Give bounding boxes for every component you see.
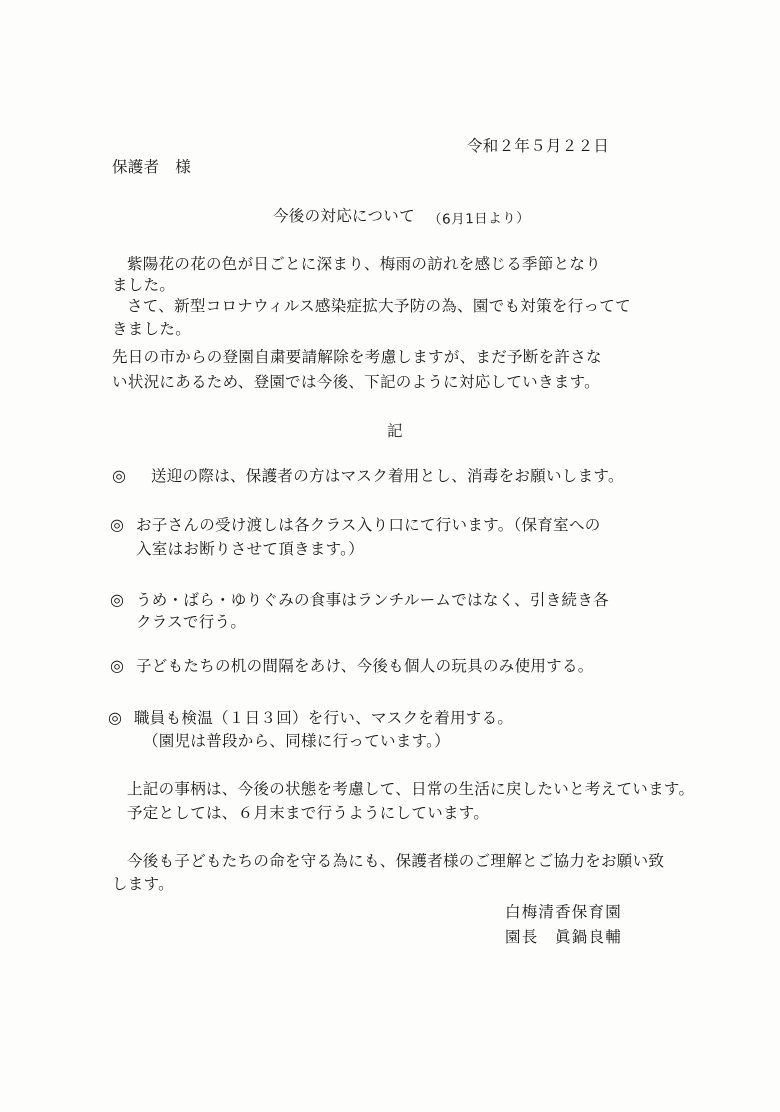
item-text: 職員も検温（１日３回）を行い、マスクを着用する。 [134,709,514,727]
closing-line: 上記の事柄は、今後の状態を考慮して、日常の生活に戻したいと考えています。 [127,780,695,798]
bullet-mark: ◎ [110,590,125,609]
bullet-mark: ◎ [110,515,125,534]
closing-line: 予定としては、６月末まで行うようにしています。 [127,804,490,822]
recipient-line: 保護者 様 [112,158,192,176]
item-text: 送迎の際は、保護者の方はマスク着用とし、消毒をお願いします。 [151,467,624,485]
intro-line: ました。 [112,276,176,294]
item-text: クラスで行う。 [136,613,247,631]
bullet-mark: ◎ [108,708,123,727]
closing-line: します。 [112,875,174,893]
ki-heading: 記 [387,422,403,440]
intro-line: 先日の市からの登園自粛要請解除を考慮しますが、まだ予断を許さな [112,348,602,366]
document-date: 令和２年５月２２日 [467,137,610,155]
signature-person: 園長 眞鍋良輔 [505,928,622,946]
item-text: うめ・ばら・ゆりぐみの食事はランチルームではなく、引き続き各 [136,591,609,609]
item-text: 子どもたちの机の間隔をあけ、今後も個人の玩具のみ使用する。 [136,657,594,675]
intro-line: 紫陽花の花の色が日ごとに深まり、梅雨の訪れを感じる季節となり [127,255,602,273]
intro-line: い状況にあるため、登園では今後、下記のように対応していきます。 [112,373,600,391]
intro-line: きました。 [112,320,192,338]
item-text: 入室はお断りさせて頂きます。） [136,540,365,558]
signature-organization: 白梅清香保育園 [505,903,622,921]
intro-line: さて、新型コロナウィルス感染症拡大予防の為、園でも対策を行ってて [127,297,631,315]
item-text: （園児は普段から、同様に行っています。） [143,732,451,750]
handwritten-date-note: （6月1日より） [427,210,531,228]
bullet-mark: ◎ [112,466,127,485]
document-title: 今後の対応について [273,207,415,225]
item-text: お子さんの受け渡しは各クラス入り口にて行います。（保育室への [136,516,601,534]
bullet-mark: ◎ [110,656,125,675]
closing-line: 今後も子どもたちの命を守る為にも、保護者様のご理解とご協力をお願い致 [127,852,665,870]
